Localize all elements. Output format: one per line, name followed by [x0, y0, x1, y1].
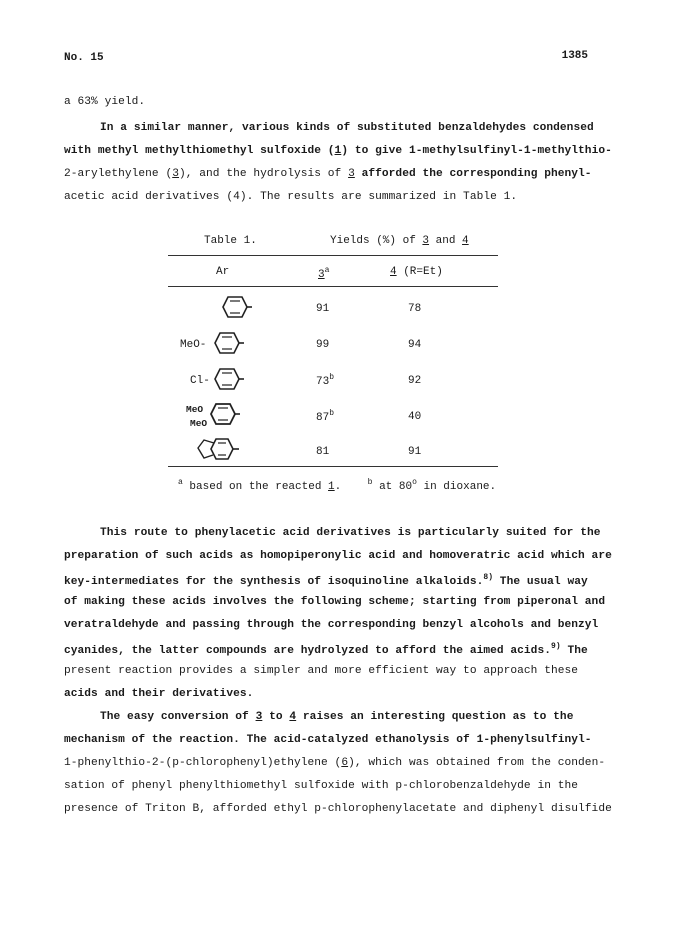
table-1: [168, 226, 508, 506]
table-caption: Table 1.: [204, 235, 257, 247]
table-rule: [168, 466, 498, 467]
table-cell: 81: [316, 446, 330, 458]
text-line: preparation of such acids as homopiperonylic acid and homoveratric acid which are: [64, 550, 612, 562]
table-rule: [168, 286, 498, 287]
dimethoxyphenyl-structure-icon: [210, 401, 236, 427]
table-cell: 87$^b$: [316, 409, 335, 424]
text-line: of making these acids involves the following scheme; starting from piperonal and: [64, 596, 606, 608]
table-cell: 91: [408, 446, 422, 458]
text-line: The easy conversion of 3 to 4 raises an interesting question as to the: [100, 711, 574, 723]
table-cell: 73$^b$: [316, 373, 335, 388]
text-line: a 63% yield.: [64, 96, 146, 108]
substituent-label: MeO: [190, 418, 208, 429]
page-number: 1385: [561, 50, 588, 62]
text-line: mechanism of the reaction. The acid-catalyzed ethanolysis of 1-phenylsulfinyl-: [64, 734, 592, 746]
column-header-4: 4 (R=Et): [390, 266, 443, 278]
methylenedioxyphenyl-structure-icon: [194, 436, 242, 464]
compound-ref: 3: [172, 168, 179, 180]
text-line: with methyl methylthiomethyl sulfoxide (1) to give 1-methylsulfinyl-1-methylthio-: [64, 145, 612, 157]
column-header-3: 3$^a$: [318, 266, 330, 281]
text-line: veratraldehyde and passing through the corresponding benzyl alcohols and benzyl: [64, 619, 599, 631]
text-line: This route to phenylacetic acid derivatives is particularly suited for the: [100, 527, 601, 539]
substituent-label: MeO-: [180, 339, 207, 351]
compound-ref: 1: [334, 145, 342, 157]
substituent-label: MeO: [186, 404, 204, 415]
text-line: acetic acid derivatives (4). The results are summarized in Table 1.: [64, 191, 518, 203]
table-rule: [168, 255, 498, 256]
table-cell: 92: [408, 375, 422, 387]
issue-number: No. 15: [64, 52, 104, 64]
text-line: 2-arylethylene (3), and the hydrolysis of 3 afforded the corresponding phenyl-: [64, 168, 592, 180]
table-title: Yields (%) of 3 and 4: [330, 235, 469, 247]
table-cell: 94: [408, 339, 422, 351]
text-line: cyanides, the latter compounds are hydrolyzed to afford the aimed acids.$^{9)}$ The: [64, 642, 588, 657]
substituent-label: Cl-: [190, 375, 210, 387]
table-cell: 99: [316, 339, 330, 351]
text-line: present reaction provides a simpler and more efficient way to approach these: [64, 665, 579, 677]
text-line: 1-phenylthio-2-(p-chlorophenyl)ethylene (6), which was obtained from the conden-: [64, 757, 606, 769]
text-line: sation of phenyl phenylthiomethyl sulfoxide with p-chlorobenzaldehyde in the: [64, 780, 579, 792]
table-cell: 91: [316, 303, 330, 315]
methoxyphenyl-structure-icon: [214, 330, 240, 356]
text-line: presence of Triton B, afforded ethyl p-chlorophenylacetate and diphenyl disulfide: [64, 803, 612, 815]
table-cell: 40: [408, 411, 422, 423]
table-cell: 78: [408, 303, 422, 315]
text-line: acids and their derivatives.: [64, 688, 254, 700]
compound-ref: 3: [348, 168, 355, 180]
chlorophenyl-structure-icon: [214, 366, 240, 392]
text-line: In a similar manner, various kinds of substituted benzaldehydes condensed: [100, 122, 594, 134]
text-line: key-intermediates for the synthesis of isoquinoline alkaloids.$^{8)}$ The usual way: [64, 573, 588, 588]
phenyl-structure-icon: [222, 294, 248, 320]
table-footnote: $^a$ based on the reacted 1. $^b$ at 80$^o$ in dioxane.: [178, 478, 497, 493]
column-header-ar: Ar: [216, 266, 230, 278]
